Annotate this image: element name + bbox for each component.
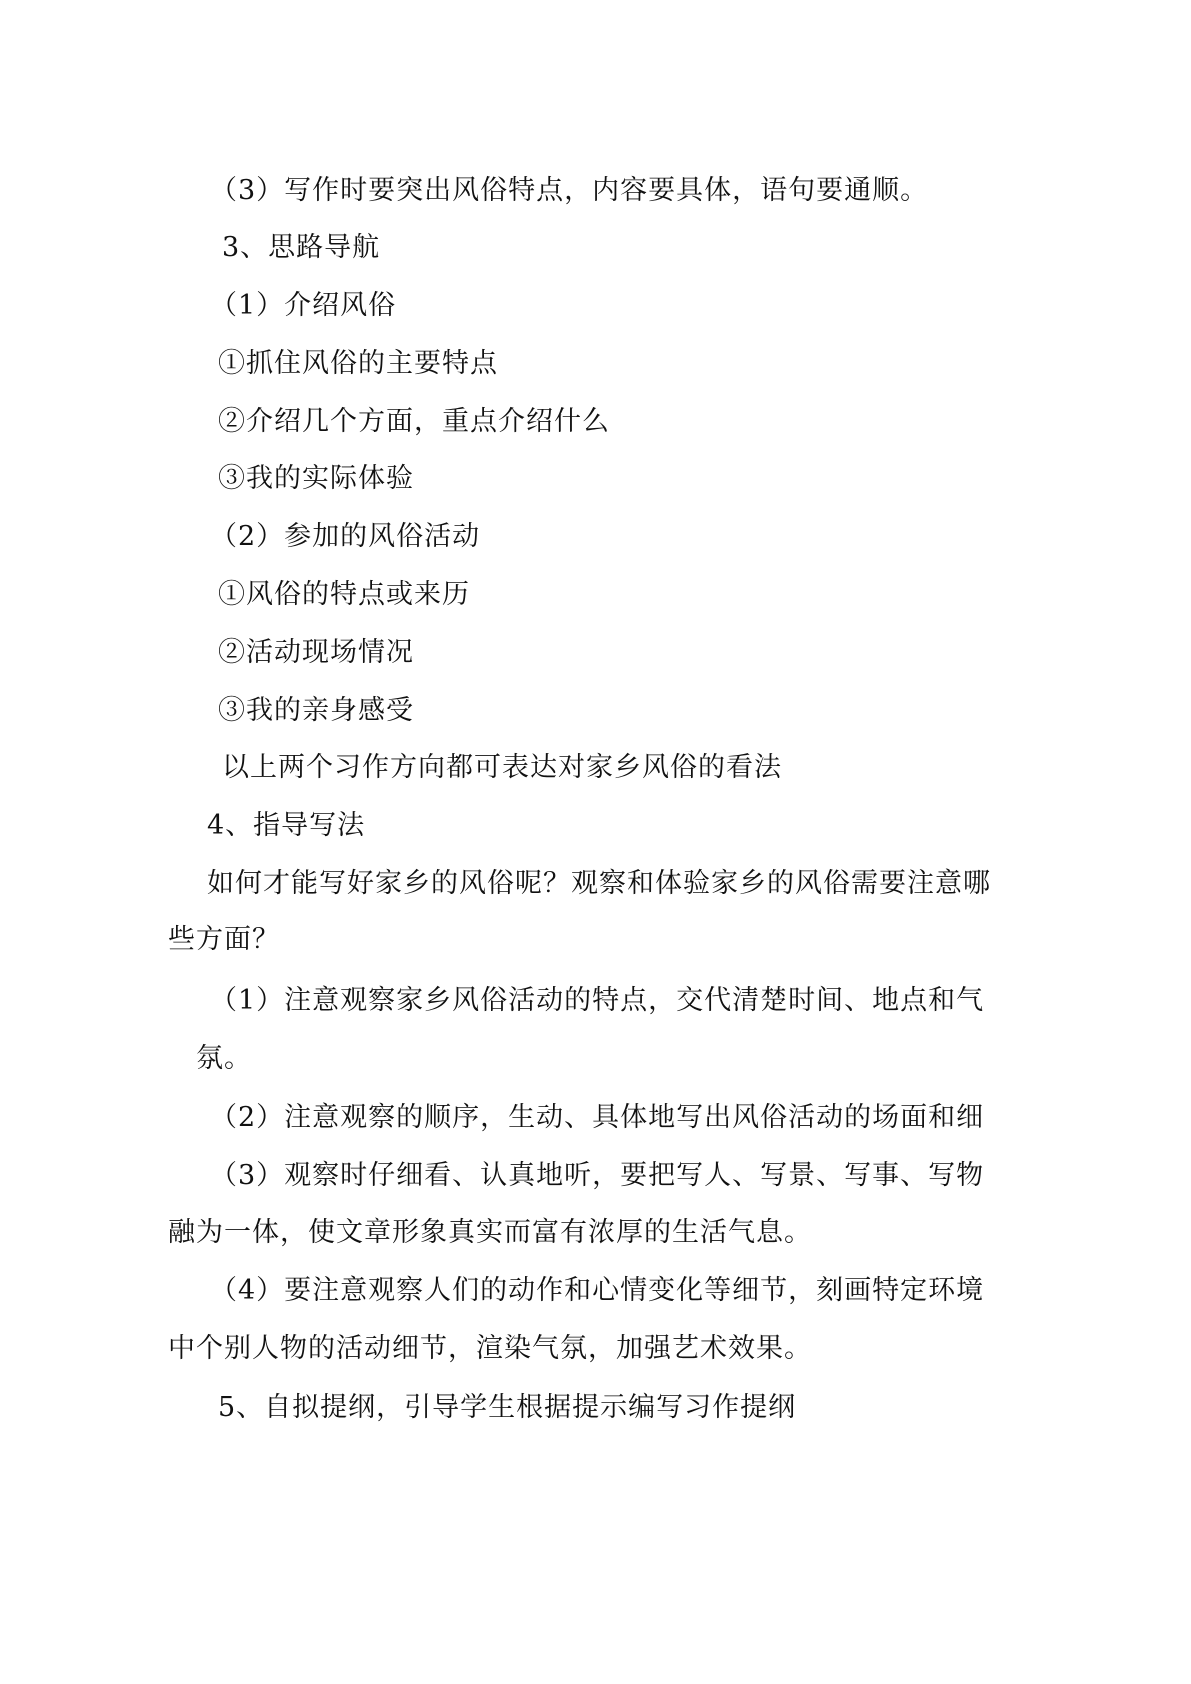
section-heading: 5、自拟提纲，引导学生根据提示编写习作提纲 [218, 1392, 797, 1423]
section-heading: 4、指导写法 [207, 810, 366, 841]
paragraph-line: 些方面？ [168, 924, 280, 955]
list-item: ③我的亲身感受 [218, 695, 414, 726]
subsection-heading: （1）介绍风俗 [210, 290, 397, 321]
paragraph-line: （3）观察时仔细看、认真地听，要把写人、写景、写事、写物 [210, 1160, 985, 1191]
paragraph-line: 融为一体，使文章形象真实而富有浓厚的生活气息。 [168, 1217, 812, 1248]
list-item: ①风俗的特点或来历 [218, 579, 470, 610]
subsection-heading: （2）参加的风俗活动 [210, 521, 481, 552]
list-item: ③我的实际体验 [218, 463, 414, 494]
text-line: 以上两个习作方向都可表达对家乡风俗的看法 [222, 752, 782, 783]
paragraph-line: 如何才能写好家乡的风俗呢？观察和体验家乡的风俗需要注意哪 [207, 868, 991, 899]
paragraph-line: 中个别人物的活动细节，渲染气氛，加强艺术效果。 [168, 1333, 812, 1364]
paragraph-line: （2）注意观察的顺序，生动、具体地写出风俗活动的场面和细 [210, 1102, 985, 1133]
section-heading: 3、思路导航 [222, 232, 381, 263]
paragraph-line: 氛。 [196, 1043, 252, 1074]
text-line: （3）写作时要突出风俗特点，内容要具体，语句要通顺。 [210, 175, 929, 206]
list-item: ②活动现场情况 [218, 637, 414, 668]
paragraph-line: （1）注意观察家乡风俗活动的特点，交代清楚时间、地点和气 [210, 985, 985, 1016]
list-item: ①抓住风俗的主要特点 [218, 348, 498, 379]
paragraph-line: （4）要注意观察人们的动作和心情变化等细节，刻画特定环境 [210, 1275, 985, 1306]
list-item: ②介绍几个方面，重点介绍什么 [218, 406, 610, 437]
